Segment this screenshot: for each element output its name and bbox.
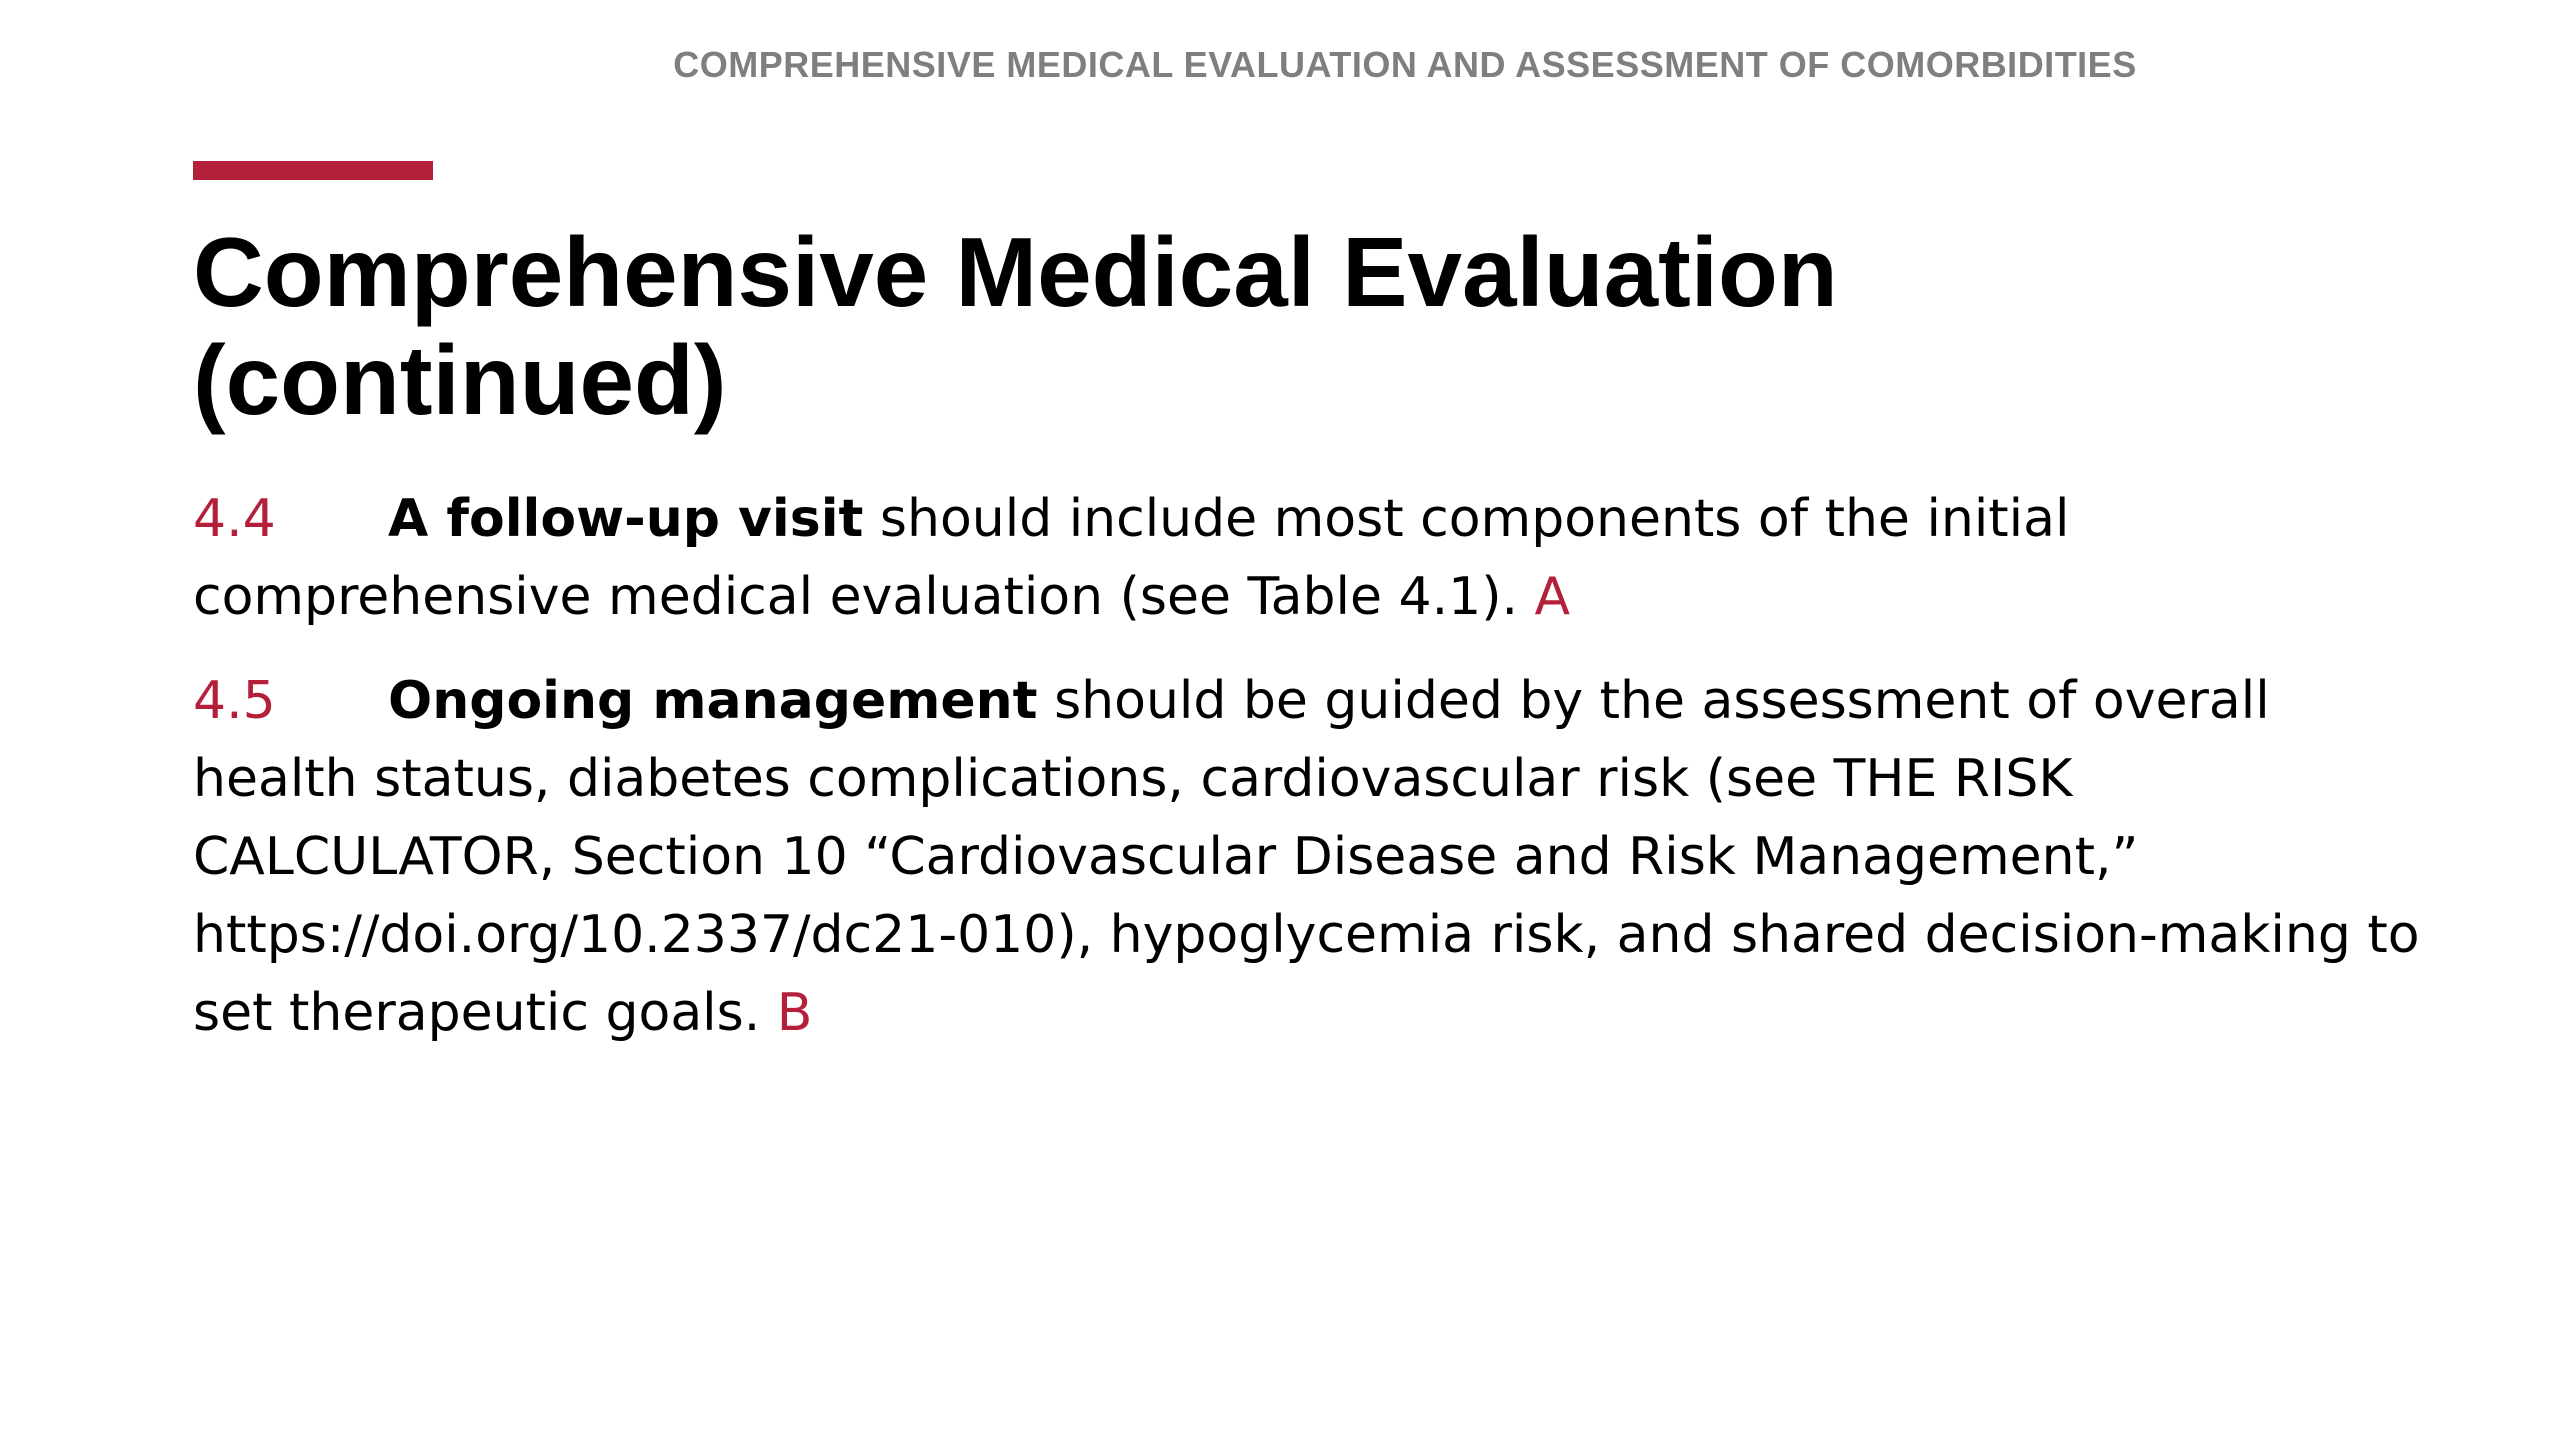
recommendation-text: should be guided by the assessment of overall health status, diabetes complications, cardiovascular risk (see THE RISK CALCULATOR, Section 10 “Cardiovascular Disease and Risk Management,” https://doi.org/10.2337/dc21-010), hypoglycemia risk, and shared decision-making to set therapeutic goals. (193, 671, 2420, 1043)
recommendation-number: 4.4 (193, 489, 276, 549)
slide-title (193, 218, 2443, 434)
evidence-grade: A (1534, 567, 1571, 627)
accent-bar (193, 161, 433, 180)
recommendation-4-4 (193, 480, 2423, 636)
recommendation-bold-lead: Ongoing management (388, 671, 1038, 731)
evidence-grade: B (776, 983, 813, 1043)
recommendation-4-5 (193, 662, 2423, 1052)
section-header: COMPREHENSIVE MEDICAL EVALUATION AND ASSESSMENT OF COMORBIDITIES (673, 44, 2137, 85)
recommendations-body (193, 480, 2423, 1078)
recommendation-bold-lead: A follow-up visit (388, 489, 864, 549)
slide-title-line1: Comprehensive Medical Evaluation (193, 217, 1838, 327)
recommendation-number: 4.5 (193, 671, 276, 731)
recommendation-text: should include most components of the initial comprehensive medical evaluation (see Table 4.1). (193, 489, 2070, 627)
slide-title-line2: (continued) (193, 325, 727, 435)
